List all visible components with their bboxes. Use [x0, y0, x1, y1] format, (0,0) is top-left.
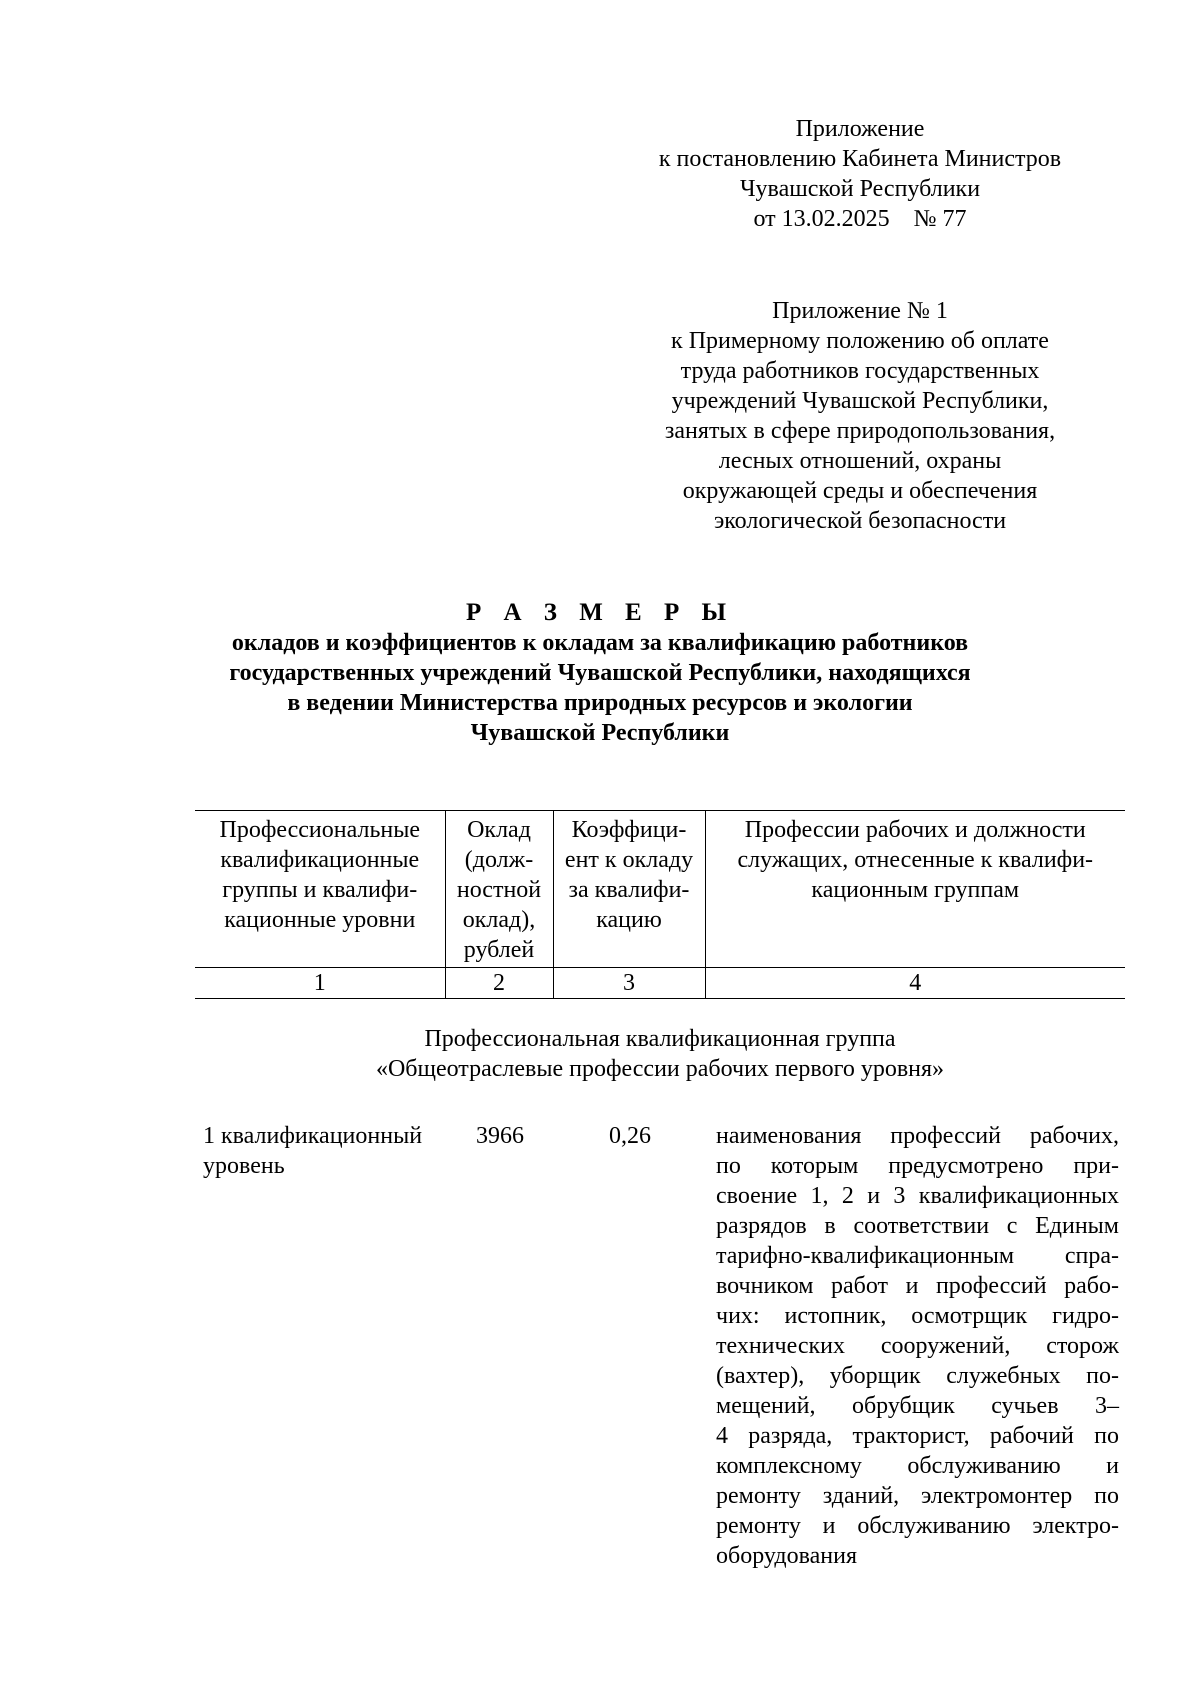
- appendix-1-line: занятых в сфере природопользования,: [664, 418, 1056, 444]
- header-row: [195, 811, 1125, 968]
- title-line: окладов и коэффициентов к окладам за квалификацию работников: [231, 630, 969, 656]
- title-caps: Р А З М Е Р Ы: [465, 599, 735, 626]
- title-line: Чувашской Республики: [470, 720, 730, 746]
- table-header: [195, 810, 1125, 999]
- appendix-1-header: [640, 296, 1080, 536]
- column-number: 4: [705, 968, 1125, 999]
- title-line: государственных учреждений Чувашской Республики, находящихся: [229, 660, 971, 686]
- appendix-line: Чувашской Республики: [739, 176, 981, 202]
- appendix-1-line: труда работников государственных: [680, 358, 1040, 384]
- group-title-line: «Общеотраслевые профессии рабочих первого уровня»: [375, 1056, 945, 1082]
- column-number: 1: [195, 968, 445, 999]
- column-number: 2: [445, 968, 553, 999]
- appendix-date-number: от 13.02.2025 № 77: [753, 206, 967, 232]
- coefficient-value: 0,26: [609, 1123, 651, 1149]
- appendix-1-line: Приложение № 1: [772, 298, 948, 324]
- appendix-header: [640, 114, 1080, 234]
- appendix-1-line: к Примерному положению об оплате: [671, 328, 1049, 354]
- professions-list: наименования профессий рабочих, по которым предусмотрено при- своение 1, 2 и 3 квалификационных разрядов в соответствии с Единым тарифно-квалификационным спра- вочником работ и профессий рабо- чих: истопник, осмотрщик гидро- технических сооружений, сторож (вахтер), уборщик служебных по- мещений, обрубщик сучьев 3– 4 разряда, тракторист, рабочий по комплексному обслуживанию и ремонту зданий, электромонтер по ремонту и обслуживанию электро- оборудования: [716, 1123, 1119, 1569]
- title-line: в ведении Министерства природных ресурсов и экологии: [287, 690, 913, 716]
- qualification-group-title: [195, 1024, 1125, 1084]
- appendix-line: Приложение: [795, 116, 925, 142]
- salary-value: 3966: [476, 1123, 524, 1149]
- column-number: 3: [553, 968, 705, 999]
- appendix-1-line: окружающей среды и обеспечения: [682, 478, 1038, 504]
- column-header-salary: Оклад (долж- ностной оклад), рублей: [445, 811, 553, 968]
- appendix-1-line: экологической безопасности: [713, 508, 1007, 534]
- appendix-1-line: учреждений Чувашской Республики,: [671, 388, 1049, 414]
- column-numbers-row: [195, 968, 1125, 999]
- document-title: [120, 598, 1080, 748]
- column-header-groups: Профессиональные квалификационные группы и квалифи- кационные уровни: [195, 811, 445, 968]
- appendix-1-line: лесных отношений, охраны: [718, 448, 1002, 474]
- qualification-level: 1 квалификационный уровень: [203, 1123, 423, 1179]
- column-header-coefficient: Коэффици- ент к окладу за квалифи- кацию: [553, 811, 705, 968]
- group-title-line: Профессиональная квалификационная группа: [424, 1026, 896, 1052]
- appendix-line: к постановлению Кабинета Министров: [658, 146, 1062, 172]
- column-header-professions: Профессии рабочих и должности служащих, отнесенные к квалифи- кационным группам: [705, 811, 1125, 968]
